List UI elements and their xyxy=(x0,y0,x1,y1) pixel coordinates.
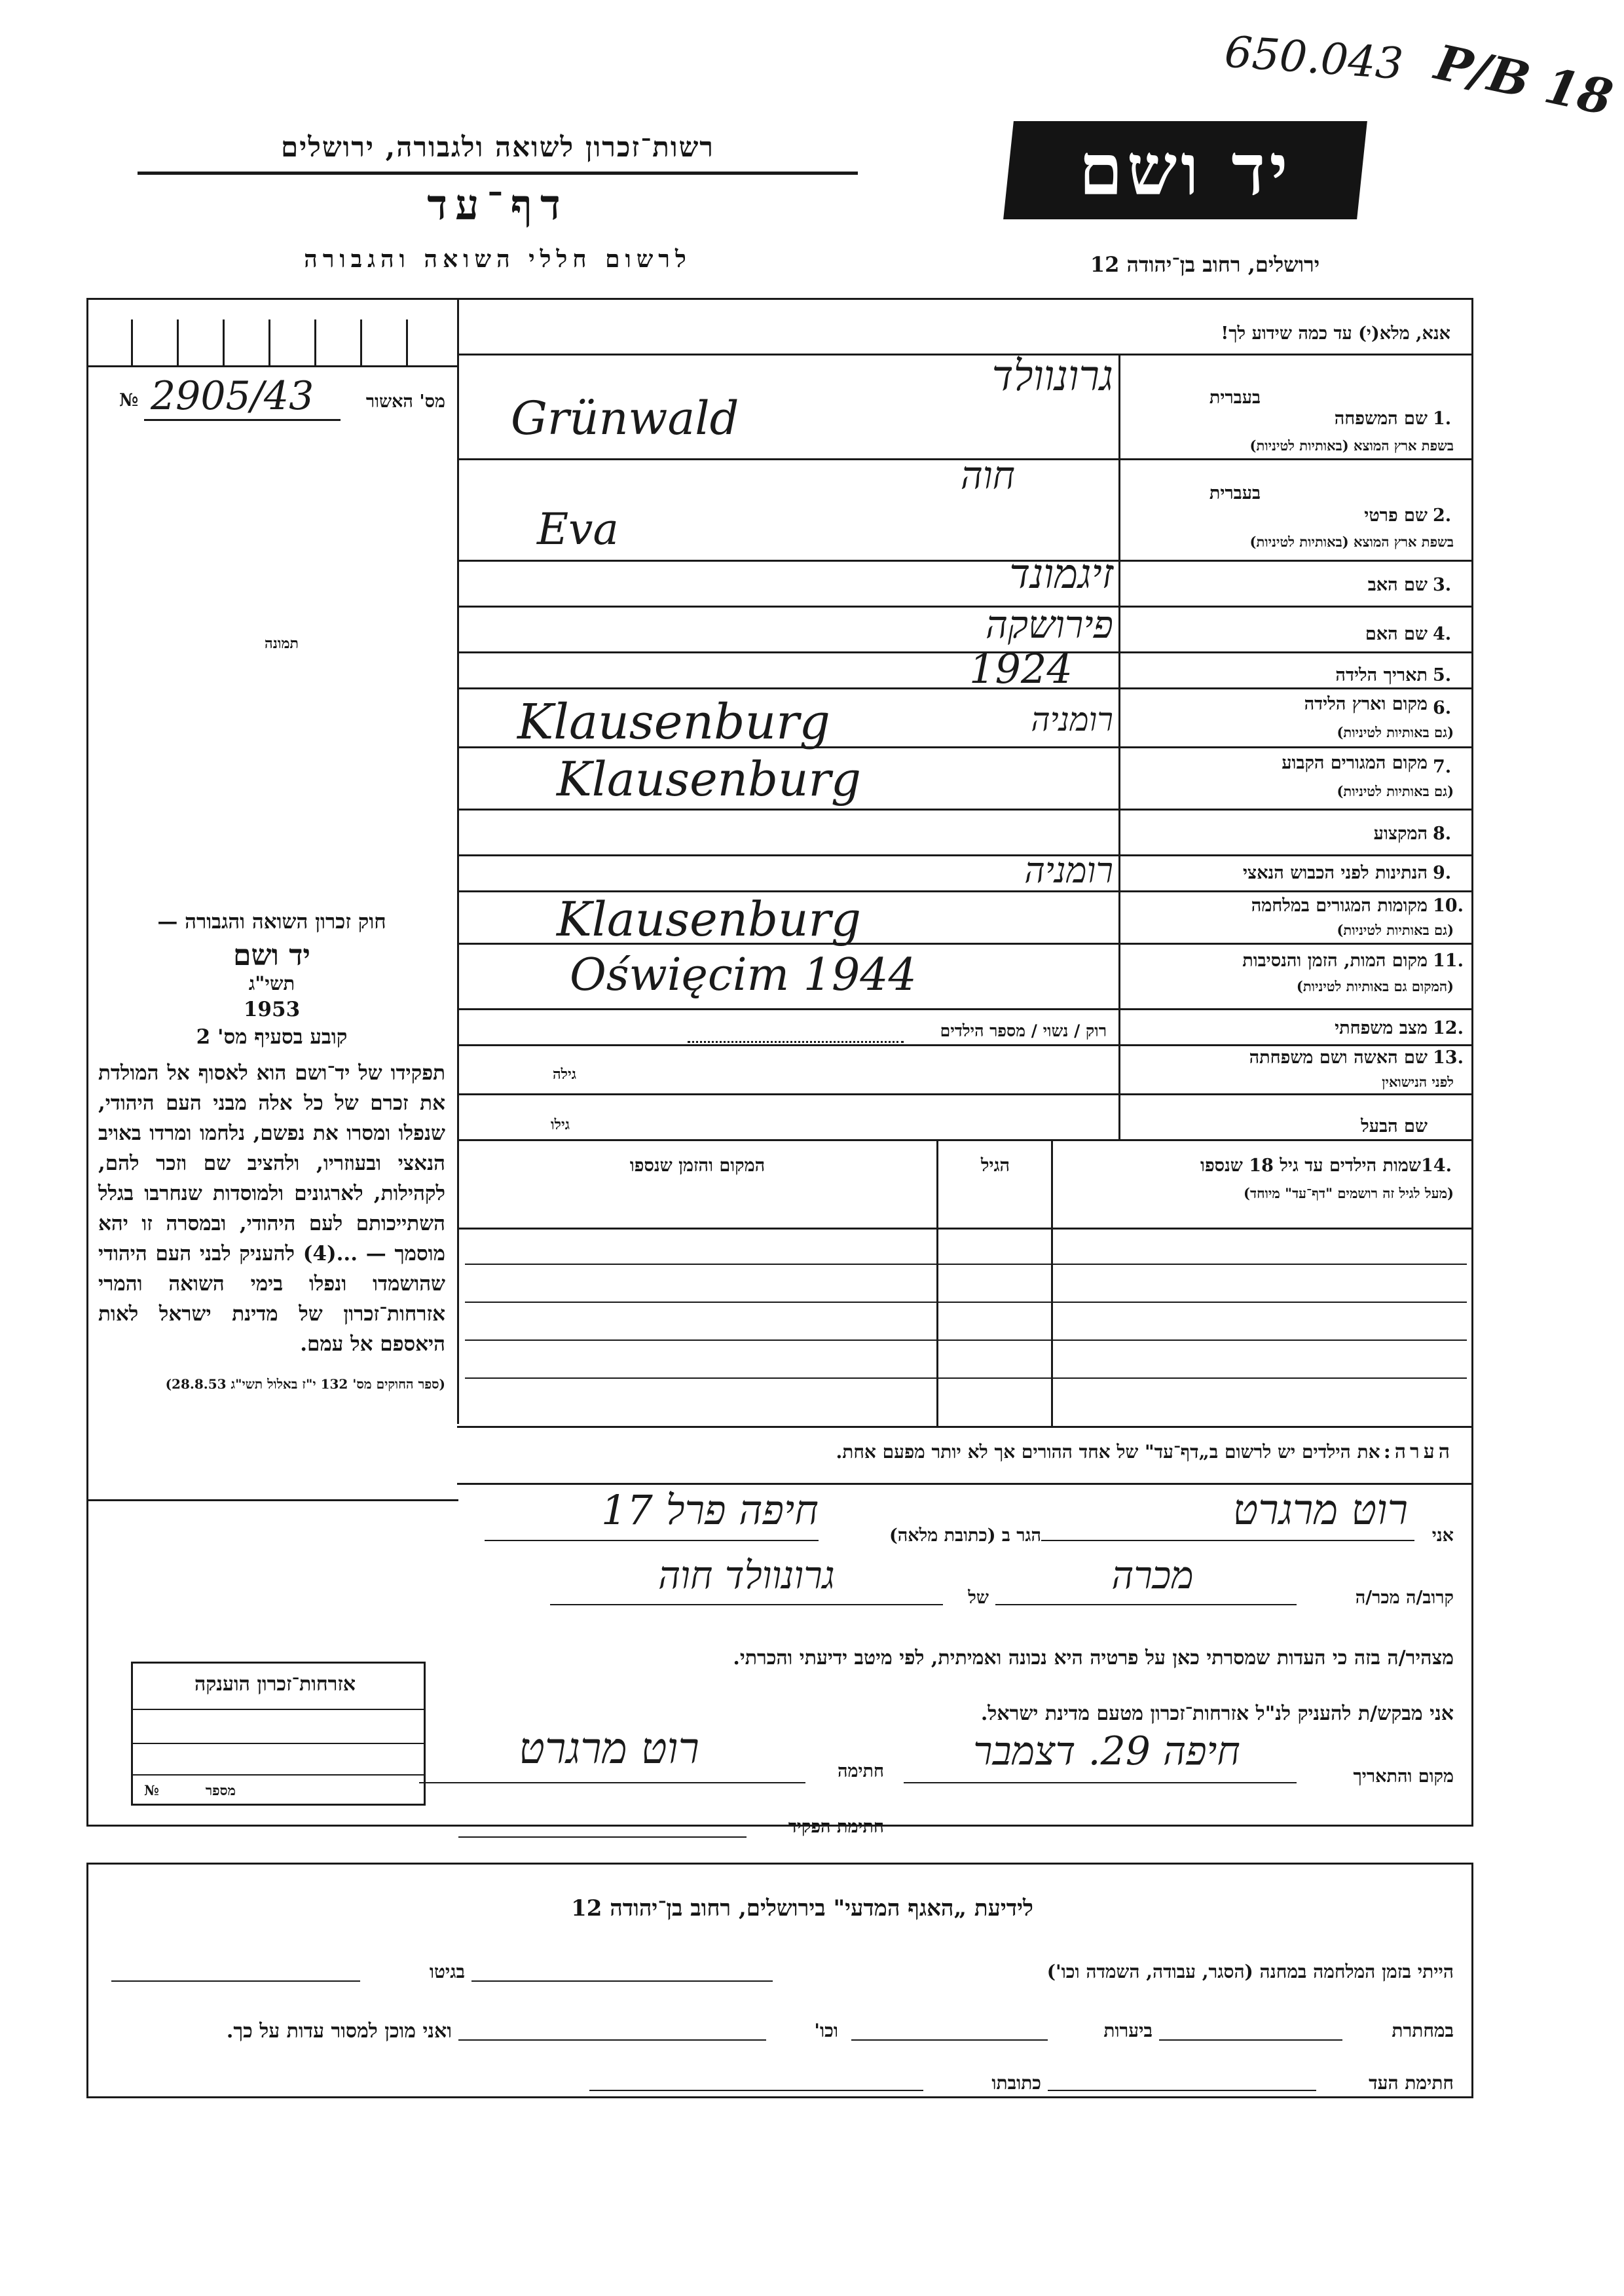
field-12-dots xyxy=(688,1041,904,1043)
field-12-options: רוק / נשוי / מספר הילדים xyxy=(940,1021,1107,1040)
bottom-line3-a: חתימת העד xyxy=(1369,2072,1454,2094)
bottom-line2-d: ואני מוכן למסור עדות על כך. xyxy=(226,2020,452,2043)
field-9-num: 9. xyxy=(1433,863,1452,883)
bottom-line3-b: כתובתו xyxy=(991,2072,1041,2094)
field-9-label: הנתינות לפני הכבוש הנאצי xyxy=(1242,863,1428,883)
resides-label: הגר ב (כתובת מלאה) xyxy=(889,1525,1041,1546)
law-clause: קובע בסעיף מס' 2 xyxy=(196,1025,348,1049)
row-line xyxy=(457,651,1473,653)
field-6-latin-value: Klausenburg xyxy=(517,694,830,750)
field-8-num: 8. xyxy=(1433,824,1452,844)
husband-label: שם הבעל xyxy=(1361,1116,1428,1137)
bottom-line3-blank-2 xyxy=(589,2090,923,2091)
bottom-line2-b: ביערות xyxy=(1103,2020,1153,2041)
relation-value: מכרה xyxy=(1111,1553,1194,1597)
field-1-label: שם המשפחה xyxy=(1334,409,1428,429)
field-7-latin-value: Klausenburg xyxy=(557,752,862,807)
bottom-title: לידיעת „האגף המדעי" בירושלים, רחוב בן־יהודה 12 xyxy=(571,1895,1033,1922)
authority-name: רשות־זכרון לשואה ולגבורה, ירושלים xyxy=(281,131,714,163)
remark-label: הערה: xyxy=(1383,1440,1454,1463)
field-2-label: שם פרטי xyxy=(1364,505,1428,526)
of-label: של xyxy=(968,1588,989,1608)
bottom-line3-blank-1 xyxy=(1048,2090,1316,2091)
bottom-line2-blank-3 xyxy=(458,2039,766,2041)
registration-prefix: № xyxy=(119,390,139,410)
remark-rule xyxy=(457,1483,1473,1485)
law-name: יד ושם xyxy=(233,939,310,972)
signature-line xyxy=(419,1782,805,1783)
bottom-line2-a: במחתרת xyxy=(1392,2020,1454,2041)
archive-number: 650.043 xyxy=(1223,26,1405,90)
husband-age-label: גילו xyxy=(551,1116,570,1133)
field-11-latin-value: Oświęcim 1944 xyxy=(570,949,917,1001)
declarant-name: רוט מרגרט xyxy=(1232,1486,1408,1535)
field-3-label: שם האב xyxy=(1367,575,1428,595)
declarant-name-line xyxy=(1041,1540,1414,1541)
signature-label: חתימה xyxy=(837,1761,884,1781)
bottom-line2-blank-2 xyxy=(851,2039,1048,2041)
field-1-hebrew-value: גרונוולד xyxy=(991,352,1113,401)
law-box xyxy=(98,910,445,1393)
row-line xyxy=(457,1008,1473,1010)
row-line xyxy=(457,809,1473,811)
registration-underline xyxy=(144,419,341,421)
field-10-label: מקומות המגורים במלחמה xyxy=(1251,896,1428,916)
ani-label: אני xyxy=(1431,1525,1454,1546)
form-title: דף־עד xyxy=(427,181,568,230)
law-bottom-rule xyxy=(86,1499,458,1501)
field-6-num: 6. xyxy=(1433,698,1452,718)
citizenship-rule xyxy=(131,1743,426,1744)
header-rule xyxy=(138,172,858,175)
place-date-label: מקום והתאריך xyxy=(1353,1766,1454,1787)
left-column-divider xyxy=(457,298,459,1424)
law-year-he: תשי"ג xyxy=(248,972,295,994)
field-9-value: רומניה xyxy=(1024,850,1113,891)
field-6-label: מקום וארץ הלידה xyxy=(1304,694,1428,714)
field-7-num: 7. xyxy=(1433,757,1452,777)
field-3-num: 3. xyxy=(1433,575,1452,595)
children-sub: (מעל לגיל זה רושמים "דף־עד" מיוחד) xyxy=(1244,1185,1454,1201)
children-bottom-rule xyxy=(457,1426,1473,1428)
field-5-num: 5. xyxy=(1433,665,1452,685)
field-11-num: 11. xyxy=(1433,951,1464,971)
instruction-line: אנא, מלא(י) עד כמה שידוע לך! xyxy=(1221,323,1450,344)
law-source: (ספר החוקים מס' 132 י"ז באלול תשי"ג 28.8.53) xyxy=(165,1376,445,1392)
field-1-sub: בשפת ארץ המוצא (באותיות לטיניות) xyxy=(1249,437,1454,454)
row-line xyxy=(457,1093,1473,1095)
declaration-text: מצהיר/ה בזה כי העדות שמסרתי כאן על פרטיה היא נכונה ואמיתית, לפי מיטב ידיעתי והכרתי. xyxy=(733,1647,1454,1669)
address: ירושלים, רחוב בן־יהודה 12 xyxy=(1090,252,1320,277)
field-11-label: מקום המות, הזמן והנסיבות xyxy=(1242,951,1428,971)
registration-number: 2905/43 xyxy=(151,373,314,419)
children-row-line xyxy=(465,1339,1467,1341)
field-2-lang: בעברית xyxy=(1209,483,1261,503)
citizenship-title: אזרחות־זכרון הוענקה xyxy=(194,1673,356,1696)
field-10-num: 10. xyxy=(1433,896,1464,916)
children-row-line xyxy=(465,1264,1467,1265)
field-7-sub: (גם באותיות לטיניות) xyxy=(1337,783,1454,799)
officer-label: חתימת הפקיד xyxy=(788,1817,884,1837)
field-6-sub: (גם באותיות לטיניות) xyxy=(1337,724,1454,740)
tick xyxy=(360,319,362,365)
field-13-age-label: גילה xyxy=(553,1066,576,1083)
citizenship-prefix: № xyxy=(144,1782,159,1798)
relation-line xyxy=(995,1604,1297,1605)
relation-label: קרוב/ה מכר/ה xyxy=(1355,1588,1454,1608)
signature-value: רוט מרגרט xyxy=(519,1723,699,1774)
corner-mark: P/B 18 xyxy=(1430,34,1617,127)
place-date-line xyxy=(904,1782,1297,1783)
row-line xyxy=(457,687,1473,689)
field-2-hebrew-value: חוה xyxy=(960,453,1015,498)
photo-label: תמונה xyxy=(265,635,299,652)
law-title: חוק זכרון השואה והגבורה — xyxy=(157,910,386,934)
field-8-label: המקצוע xyxy=(1373,824,1428,844)
bottom-line2-c: וכו' xyxy=(814,2020,838,2041)
field-1-lang: בעברית xyxy=(1209,388,1261,408)
children-title: שמות הילדים עד גיל 18 שנספו xyxy=(1200,1156,1421,1176)
field-10-sub: (גם באותיות לטיניות) xyxy=(1337,922,1454,938)
place-date-value: חיפה 29. דצמבר xyxy=(973,1728,1240,1774)
declarant-address: חיפה פרל 17 xyxy=(600,1486,819,1534)
field-6-hebrew-value: רומניה xyxy=(1031,701,1113,738)
tick xyxy=(177,319,179,365)
field-11-sub: (המקום גם באותיות לטיניות) xyxy=(1296,978,1454,994)
tick xyxy=(406,319,408,365)
row-line xyxy=(457,1044,1473,1046)
officer-line xyxy=(458,1836,747,1838)
field-1-latin-value: Grünwald xyxy=(511,392,739,445)
field-12-num: 12. xyxy=(1433,1018,1464,1038)
children-col-age: הגיל xyxy=(980,1156,1010,1176)
citizenship-rule xyxy=(131,1709,426,1710)
children-col-div-2 xyxy=(936,1139,938,1427)
field-12-label: מצב משפחתי xyxy=(1335,1018,1428,1038)
request-text: אני מבקש/ת להעניק לנ"ל אזרחות־זכרון מטעם מדינת ישראל. xyxy=(980,1702,1454,1725)
logo-text: יד ושם xyxy=(1079,129,1292,211)
tick xyxy=(131,319,133,365)
form-subtitle: לרשום חללי השואה והגבורה xyxy=(304,246,692,273)
remark xyxy=(471,1440,1454,1463)
children-col-div-1 xyxy=(1051,1139,1053,1427)
field-4-value: פירושקה xyxy=(985,602,1113,647)
field-2-latin-value: Eva xyxy=(537,504,619,555)
field-5-value: 1924 xyxy=(969,645,1073,693)
bottom-line1-blank-2 xyxy=(111,1980,360,1982)
field-3-value: זיגמונד xyxy=(1009,550,1113,598)
citizenship-rule xyxy=(131,1774,426,1776)
row-line xyxy=(457,1139,1473,1141)
field-2-sub: בשפת ארץ המוצא (באותיות לטיניות) xyxy=(1249,534,1454,550)
field-13-sub: לפני הנישואין xyxy=(1382,1074,1454,1090)
tick xyxy=(268,319,270,365)
field-13-label: שם האשה ושם משפחתה xyxy=(1249,1048,1428,1068)
bottom-line1-b: בגיטו xyxy=(429,1961,465,1982)
bottom-line1-blank xyxy=(471,1980,773,1982)
law-text: תפקידו של יד־ושם הוא לאסוף אל המולדת את זכרם של כל אלה מבני העם היהודי, שנפלו ומסרו את נפשם, נלחמו ומרדו באויב הנאצי ובעוזריו, ולהציב שם וזכר להם, לקהילות, לארגונים ולמוסדות שנחרבו בגלל השתייכותם לעם היהודי, ובמסרה זו יהא מוסמך — ...(4) להעניק לבני העם היהודי שהושמדו ונפלו בימי השואה והמרי אזרחות־זכרון של מדינת ישראל לאות היאספם אל עמם. xyxy=(98,1061,445,1356)
remark-text: את הילדים יש לרשום ב„דף־עד" של אחד ההורים אך לא יותר מפעם אחת. xyxy=(836,1441,1380,1463)
tick xyxy=(223,319,225,365)
of-line xyxy=(550,1604,943,1605)
reg-top-rule xyxy=(86,365,458,367)
registration-label: מס' האשור xyxy=(365,392,445,412)
children-col-place: המקום והזמן שנספו xyxy=(629,1156,766,1176)
bottom-line1-a: הייתי בזמן המלחמה במחנה (הסגר, עבודה, השמדה וכו') xyxy=(1046,1961,1454,1982)
citizenship-number-label: מספר xyxy=(205,1782,236,1798)
field-7-label: מקום המגורים הקבוע xyxy=(1282,753,1428,773)
field-5-label: תאריך הלידה xyxy=(1335,665,1428,685)
children-row-line xyxy=(465,1302,1467,1303)
field-10-latin-value: Klausenburg xyxy=(557,892,862,947)
declarant-address-line xyxy=(485,1540,819,1541)
children-row-line xyxy=(465,1377,1467,1379)
field-1-num: 1. xyxy=(1433,409,1452,429)
law-year: 1953 xyxy=(243,998,301,1021)
tick xyxy=(314,319,316,365)
children-header-rule xyxy=(457,1228,1473,1230)
field-4-label: שם האם xyxy=(1365,624,1428,644)
children-num: 14. xyxy=(1421,1156,1452,1176)
of-value: גרונוולד חוה xyxy=(658,1553,835,1597)
bottom-line2-blank-1 xyxy=(1159,2039,1342,2041)
field-4-num: 4. xyxy=(1433,624,1452,644)
field-13-num: 13. xyxy=(1433,1048,1464,1068)
field-2-num: 2. xyxy=(1433,505,1452,526)
